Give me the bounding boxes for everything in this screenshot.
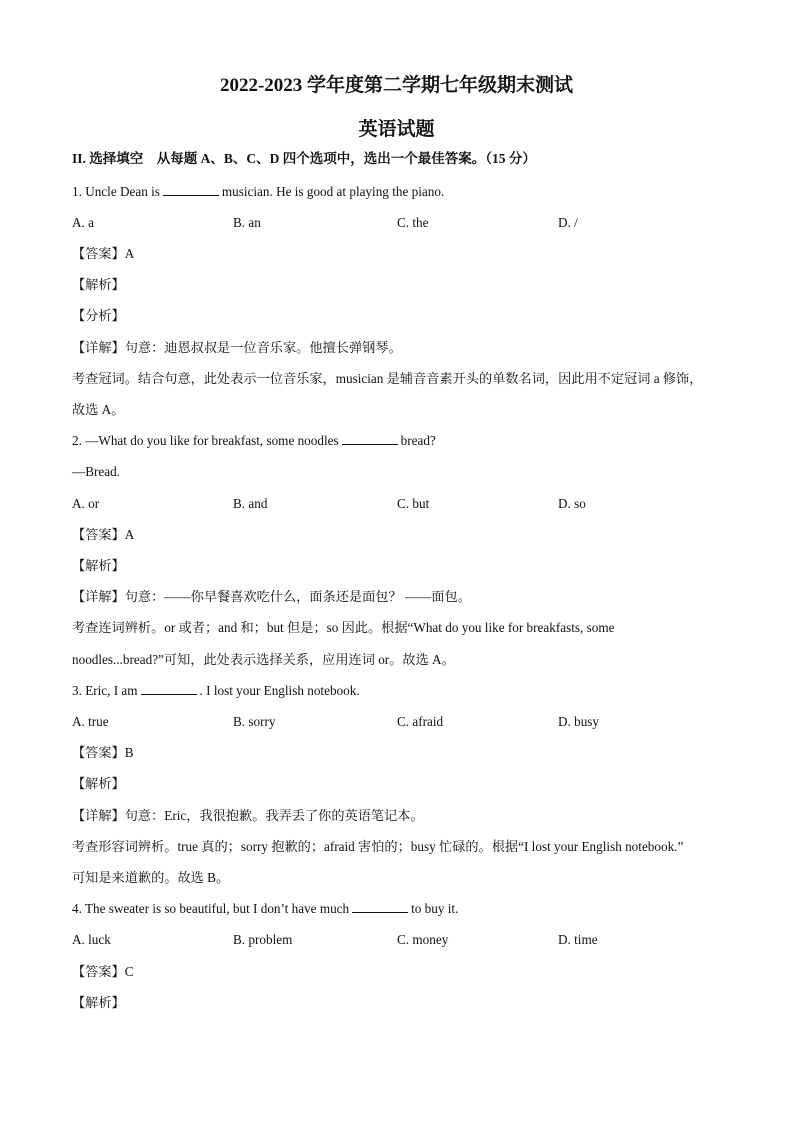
question-3-option-c: C. afraid — [397, 714, 444, 729]
question-4-stem — [72, 900, 458, 918]
question-3-explain-1: 考查形容词辨析。true 真的；sorry 抱歉的；afraid 害怕的；busy 忙碌的。根据“I lost your English notebook.” — [72, 839, 684, 854]
answer-label: 【答案】 — [72, 745, 125, 760]
question-4-stem-post: to buy it. — [411, 901, 459, 916]
question-1-stem-pre: 1. Uncle Dean is — [72, 184, 160, 199]
question-3-stem — [72, 682, 360, 700]
answer-value: A — [124, 527, 135, 542]
answer-value: A — [124, 246, 135, 261]
question-1-option-d: D. / — [558, 215, 578, 230]
question-4-option-c: C. money — [397, 932, 449, 947]
question-2-explain-1: 考查连词辨析。or 或者；and 和；but 但是；so 因此。根据“What do you like for breakfasts, some — [72, 620, 615, 635]
answer-label: 【答案】 — [72, 964, 125, 979]
question-2-stem-pre: 2. —What do you like for breakfast, some noodles — [72, 433, 339, 448]
detail-label: 【详解】 — [72, 808, 125, 823]
question-4-answer — [72, 963, 134, 981]
question-1-option-b: B. an — [233, 215, 261, 230]
detail-label: 【详解】 — [72, 340, 125, 355]
question-1-fenxi-label: 【分析】 — [72, 308, 125, 323]
question-4-option-b: B. problem — [233, 932, 293, 947]
question-1-analysis-label: 【解析】 — [72, 277, 125, 292]
page-title: 2022-2023 学年度第二学期七年级期末测试 — [219, 75, 574, 96]
question-1-blank — [163, 183, 219, 196]
question-3-option-a: A. true — [72, 714, 109, 729]
answer-label: 【答案】 — [72, 527, 125, 542]
answer-value: C — [124, 964, 134, 979]
question-1-explain-2: 故选 A。 — [72, 402, 125, 417]
question-2-stem-post: bread? — [400, 433, 436, 448]
question-2-detail — [72, 588, 471, 606]
question-2-option-b: B. and — [233, 496, 268, 511]
question-1-detail — [72, 339, 402, 357]
answer-label: 【答案】 — [72, 246, 125, 261]
question-2-reply: —Bread. — [72, 464, 120, 479]
question-4-analysis-label: 【解析】 — [72, 995, 125, 1010]
detail-text: 句意：迪恩叔叔是一位音乐家。他擅长弹钢琴。 — [124, 340, 402, 355]
question-3-answer — [72, 744, 134, 762]
question-1-stem-post: musician. He is good at playing the piano. — [221, 184, 445, 199]
question-3-detail — [72, 807, 424, 825]
question-3-option-d: D. busy — [558, 714, 600, 729]
question-2-answer — [72, 526, 134, 544]
question-4-option-d: D. time — [558, 932, 598, 947]
question-2-analysis-label: 【解析】 — [72, 558, 125, 573]
question-2-stem — [72, 432, 436, 450]
question-3-blank — [141, 682, 197, 695]
question-3-stem-pre: 3. Eric, I am — [72, 683, 138, 698]
question-1-answer — [72, 245, 134, 263]
question-2-explain-2: noodles...bread?”可知，此处表示选择关系，应用连词 or。故选 A。 — [72, 652, 455, 667]
detail-text: 句意：——你早餐喜欢吃什么，面条还是面包？ ——面包。 — [124, 589, 471, 604]
question-3-analysis-label: 【解析】 — [72, 776, 125, 791]
question-1-option-c: C. the — [397, 215, 429, 230]
question-3-stem-post: . I lost your English notebook. — [199, 683, 360, 698]
detail-text: 句意：Eric，我很抱歉。我弄丢了你的英语笔记本。 — [124, 808, 424, 823]
question-3-explain-2: 可知是来道歉的。故选 B。 — [72, 870, 230, 885]
section-heading: II. 选择填空 从每题 A、B、C、D 四个选项中，选出一个最佳答案。（15 分） — [72, 151, 536, 166]
question-3-option-b: B. sorry — [233, 714, 276, 729]
question-1-explain-1: 考查冠词。结合句意，此处表示一位音乐家，musician 是辅音音素开头的单数名词，因此用不定冠词 a 修饰， — [72, 371, 703, 386]
question-4-blank — [352, 900, 408, 913]
question-2-option-c: C. but — [397, 496, 430, 511]
detail-label: 【详解】 — [72, 589, 125, 604]
question-4-stem-pre: 4. The sweater is so beautiful, but I don’t have much — [72, 901, 350, 916]
question-2-blank — [342, 432, 398, 445]
answer-value: B — [124, 745, 134, 760]
question-2-option-d: D. so — [558, 496, 586, 511]
question-1-option-a: A. a — [72, 215, 94, 230]
question-4-option-a: A. luck — [72, 932, 111, 947]
question-2-option-a: A. or — [72, 496, 100, 511]
page-subtitle: 英语试题 — [358, 119, 435, 140]
question-1-stem — [72, 183, 444, 201]
